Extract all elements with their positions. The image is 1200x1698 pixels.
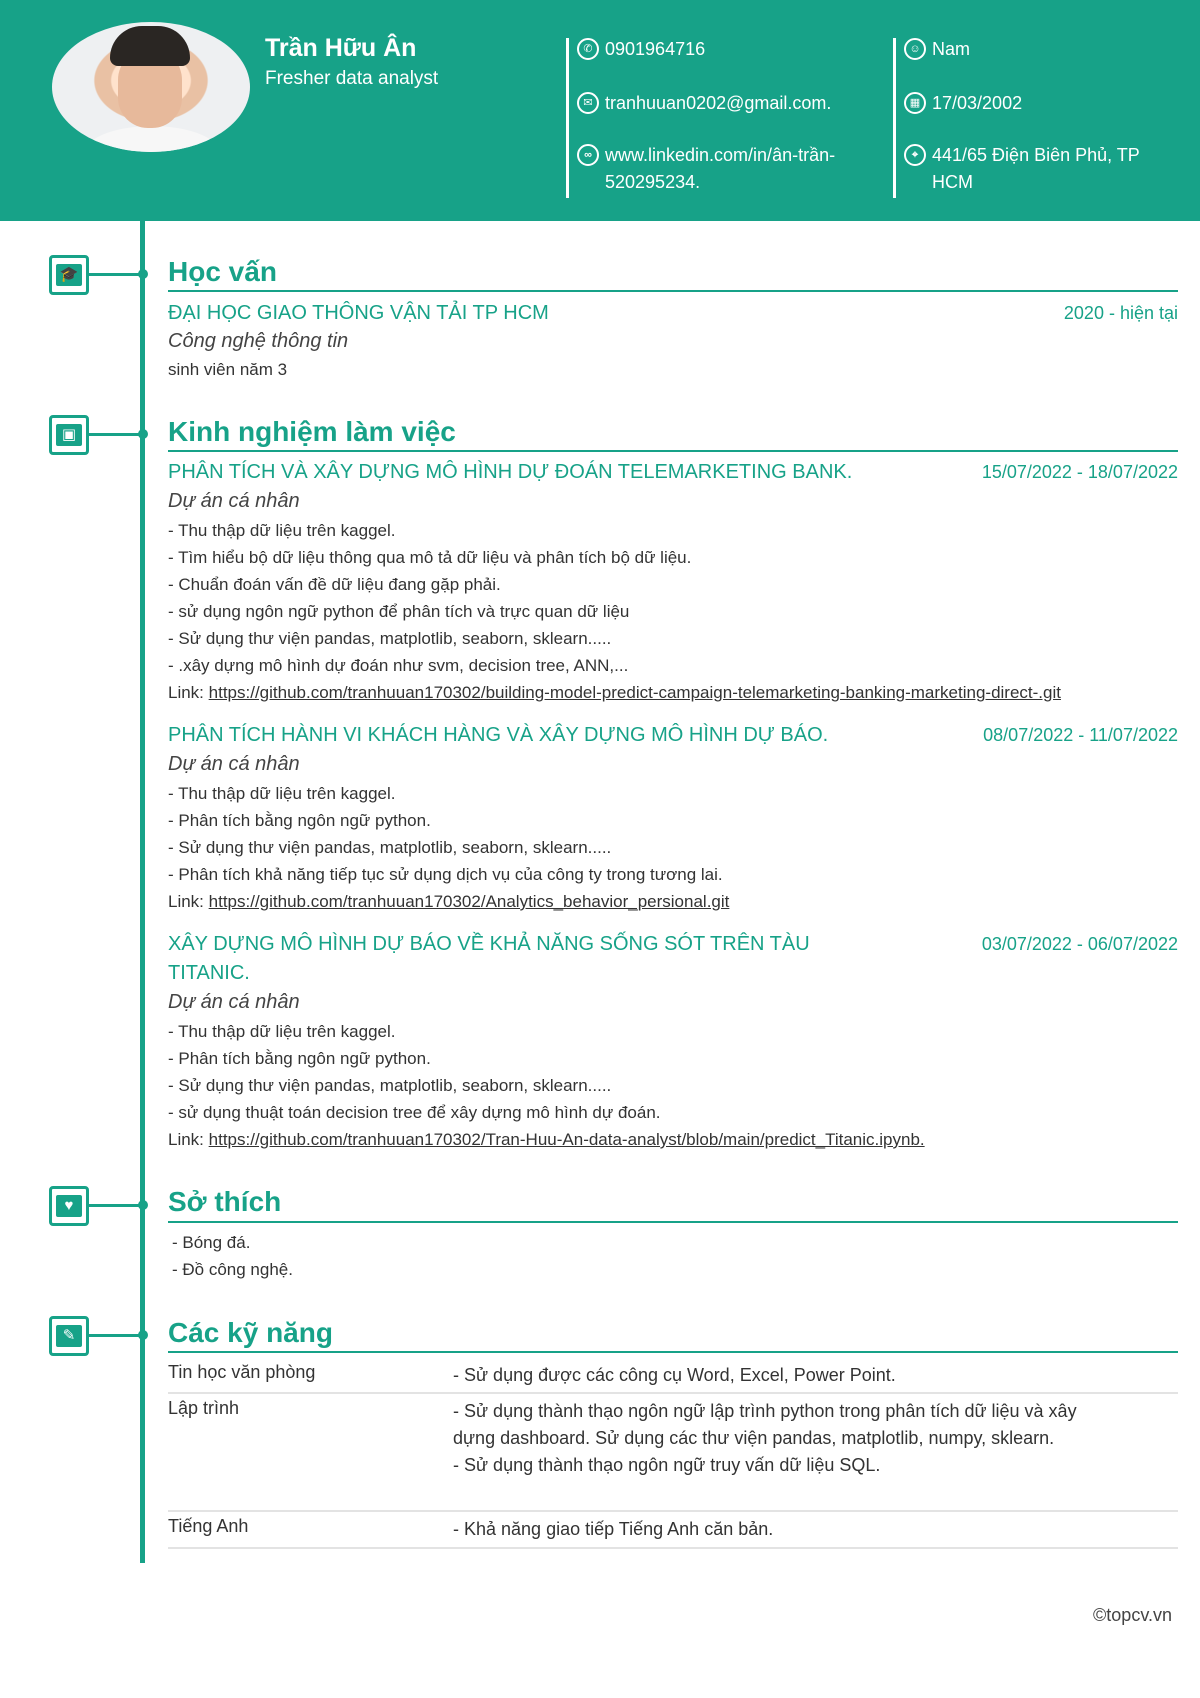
section-rule <box>168 1351 1178 1353</box>
project-link[interactable]: https://github.com/tranhuuan170302/building-model-predict-campaign-telemarketing-banking-marketing-direct-.git <box>208 683 1061 702</box>
section-rule <box>168 290 1178 292</box>
link-label: Link: <box>168 892 209 911</box>
birthday-contact <box>904 90 1022 117</box>
skill-description: - Khả năng giao tiếp Tiếng Anh căn bản. <box>453 1519 774 1539</box>
project-bullet: - Tìm hiểu bộ dữ liệu thông qua mô tả dữ liệu và phân tích bộ dữ liệu. <box>168 548 692 567</box>
email-icon: ✉ <box>577 92 599 114</box>
project-title: XÂY DỰNG MÔ HÌNH DỰ BÁO VỀ KHẢ NĂNG SỐNG SÓT TRÊN TÀU TITANIC. <box>168 933 810 984</box>
section-rule <box>168 1221 1178 1223</box>
timeline-line <box>140 218 145 1563</box>
project-bullet: - Sử dụng thư viện pandas, matplotlib, seaborn, sklearn..... <box>168 1076 612 1095</box>
skill-name: Tin học văn phòng <box>168 1362 316 1382</box>
project-period: 15/07/2022 - 18/07/2022 <box>981 462 1178 482</box>
project-bullet: - Thu thập dữ liệu trên kaggel. <box>168 784 396 803</box>
project-type: Dự án cá nhân <box>168 490 300 512</box>
project-bullet: - Thu thập dữ liệu trên kaggel. <box>168 521 396 540</box>
project-bullet: - Sử dụng thư viện pandas, matplotlib, seaborn, sklearn..... <box>168 629 612 648</box>
wrench-icon: ✎ <box>49 1316 89 1356</box>
education-note: sinh viên năm 3 <box>168 360 288 379</box>
email-contact[interactable] <box>577 90 831 117</box>
linkedin-value[interactable]: www.linkedin.com/in/ân-trần-520295234. <box>605 145 836 192</box>
project-link[interactable]: https://github.com/tranhuuan170302/Tran-Huu-An-data-analyst/blob/main/predict_Titanic.ipynb. <box>208 1130 925 1149</box>
project-bullet: - Sử dụng thư viện pandas, matplotlib, seaborn, sklearn..... <box>168 838 612 857</box>
section-title-education: Học vấn <box>168 256 277 287</box>
project-link-row <box>168 683 1061 703</box>
project-bullet: - sử dụng thuật toán decision tree để xây dựng mô hình dự đoán. <box>168 1103 661 1122</box>
link-label: Link: <box>168 1130 209 1149</box>
project-bullet: - Thu thập dữ liệu trên kaggel. <box>168 1022 396 1041</box>
project-period: 08/07/2022 - 11/07/2022 <box>983 725 1178 745</box>
phone-contact <box>577 36 705 63</box>
skill-row <box>168 1516 1178 1549</box>
candidate-role: Fresher data analyst <box>265 68 439 89</box>
gender-value: Nam <box>932 39 971 59</box>
calendar-icon: ▦ <box>904 92 926 114</box>
section-dot <box>138 1200 148 1210</box>
graduation-cap-icon: 🎓 <box>49 255 89 295</box>
link-icon: ∞ <box>577 144 599 166</box>
header-divider <box>566 38 569 198</box>
skill-description: - Sử dụng được các công cụ Word, Excel, Power Point. <box>453 1365 896 1385</box>
section-title-skills: Các kỹ năng <box>168 1317 333 1348</box>
project-link-row <box>168 892 729 912</box>
project-link[interactable]: https://github.com/tranhuuan170302/Analytics_behavior_persional.git <box>208 892 730 911</box>
address-value: 441/65 Điện Biên Phủ, TP HCM <box>932 145 1140 192</box>
birthday-value: 17/03/2002 <box>932 93 1023 113</box>
phone-value: 0901964716 <box>605 39 706 59</box>
email-value[interactable]: tranhuuan0202@gmail.com. <box>605 93 832 113</box>
education-major: Công nghệ thông tin <box>168 330 349 352</box>
project-bullet: - Phân tích bằng ngôn ngữ python. <box>168 811 431 830</box>
skill-description-line: - Sử dụng thành thạo ngôn ngữ lập trình python trong phân tích dữ liệu và xây dựng dashboard. Sử dụng các thư viện pandas, matplotlib, numpy, sklearn. <box>453 1401 1077 1448</box>
project-bullet: - .xây dựng mô hình dự đoán như svm, decision tree, ANN,... <box>168 656 629 675</box>
address-contact <box>904 142 1174 196</box>
project-bullet: - Chuẩn đoán vấn đề dữ liệu đang gặp phải. <box>168 575 501 594</box>
project-period: 03/07/2022 - 06/07/2022 <box>981 934 1178 954</box>
hobby-item: - Đồ công nghệ. <box>172 1260 293 1279</box>
gender-contact <box>904 36 970 63</box>
heart-icon: ♥ <box>49 1186 89 1226</box>
project-bullet: - Phân tích bằng ngôn ngữ python. <box>168 1049 431 1068</box>
user-icon: ☺ <box>904 38 926 60</box>
phone-icon: ✆ <box>577 38 599 60</box>
school-name: ĐẠI HỌC GIAO THÔNG VẬN TẢI TP HCM <box>168 302 549 324</box>
section-connector <box>89 1204 145 1207</box>
section-connector <box>89 273 145 276</box>
avatar <box>52 22 250 152</box>
project-title: PHÂN TÍCH HÀNH VI KHÁCH HÀNG VÀ XÂY DỰNG MÔ HÌNH DỰ BÁO. <box>168 724 829 746</box>
section-dot <box>138 429 148 439</box>
skill-description <box>453 1398 1113 1479</box>
project-bullet: - Phân tích khả năng tiếp tục sử dụng dịch vụ của công ty trong tương lai. <box>168 865 723 884</box>
profile-header <box>0 0 1200 221</box>
footer-brand: ©topcv.vn <box>1093 1605 1172 1625</box>
education-period: 2020 - hiện tại <box>1063 303 1178 323</box>
section-connector <box>89 433 145 436</box>
linkedin-contact[interactable] <box>577 142 877 196</box>
section-rule <box>168 450 1178 452</box>
skill-name: Lập trình <box>168 1398 240 1418</box>
project-type: Dự án cá nhân <box>168 991 300 1013</box>
section-title-experience: Kinh nghiệm làm việc <box>168 416 456 447</box>
skill-description-line: - Sử dụng thành thạo ngôn ngữ truy vấn dữ liệu SQL. <box>453 1455 881 1475</box>
hobby-item: - Bóng đá. <box>172 1233 251 1252</box>
section-dot <box>138 1330 148 1340</box>
project-bullet: - sử dụng ngôn ngữ python để phân tích và trực quan dữ liệu <box>168 602 630 621</box>
location-icon: ⌖ <box>904 144 926 166</box>
skill-row <box>168 1362 1178 1394</box>
link-label: Link: <box>168 683 209 702</box>
project-type: Dự án cá nhân <box>168 753 300 775</box>
skill-row <box>168 1398 1178 1512</box>
section-connector <box>89 1334 145 1337</box>
section-title-hobbies: Sở thích <box>168 1186 282 1217</box>
section-dot <box>138 269 148 279</box>
candidate-name: Trần Hữu Ân <box>265 34 417 62</box>
skill-name: Tiếng Anh <box>168 1516 249 1536</box>
briefcase-icon: ▣ <box>49 415 89 455</box>
project-link-row <box>168 1130 925 1150</box>
project-title: PHÂN TÍCH VÀ XÂY DỰNG MÔ HÌNH DỰ ĐOÁN TELEMARKETING BANK. <box>168 461 853 483</box>
header-divider <box>893 38 896 198</box>
